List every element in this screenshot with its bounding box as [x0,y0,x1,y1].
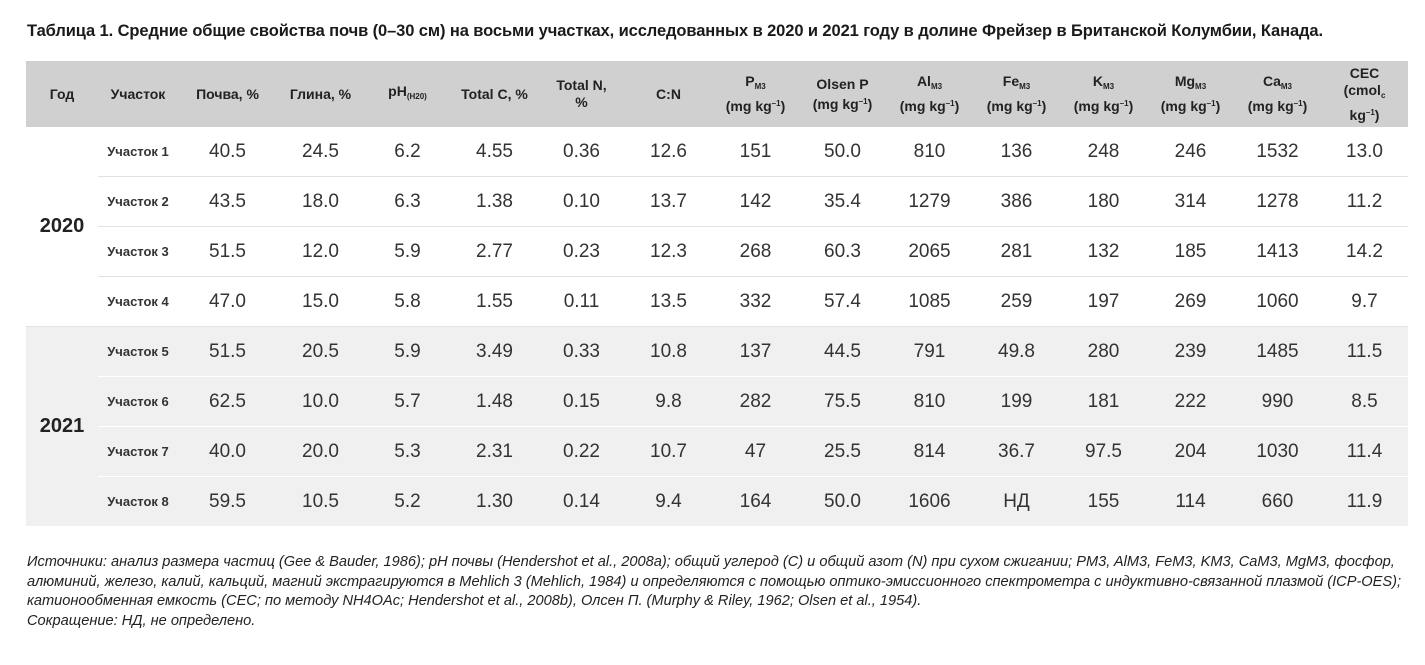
value-cell: 204 [1147,427,1234,477]
table-row [26,227,1408,277]
header-total-c: Total C, % [451,61,538,127]
value-cell: 0.11 [538,277,625,327]
value-cell: 0.23 [538,227,625,277]
value-cell: 281 [973,227,1060,277]
value-cell: 1279 [886,177,973,227]
value-cell: 142 [712,177,799,227]
value-cell: 199 [973,377,1060,427]
value-cell: 280 [1060,327,1147,377]
value-cell: 246 [1147,127,1234,177]
value-cell: 660 [1234,477,1321,527]
value-cell: 60.3 [799,227,886,277]
table-row [26,427,1408,477]
value-cell: 810 [886,377,973,427]
header-row [26,61,1408,127]
value-cell: НД [973,477,1060,527]
value-cell: 13.7 [625,177,712,227]
value-cell: 9.7 [1321,277,1408,327]
value-cell: 50.0 [799,127,886,177]
value-cell: 314 [1147,177,1234,227]
value-cell: 40.0 [178,427,277,477]
value-cell: 151 [712,127,799,177]
value-cell: 9.4 [625,477,712,527]
value-cell: 12.6 [625,127,712,177]
value-cell: 180 [1060,177,1147,227]
value-cell: 1030 [1234,427,1321,477]
value-cell: 5.3 [364,427,451,477]
header-soil: Почва, % [178,61,277,127]
value-cell: 75.5 [799,377,886,427]
value-cell: 0.22 [538,427,625,477]
value-cell: 44.5 [799,327,886,377]
value-cell: 59.5 [178,477,277,527]
site-cell: Участок 4 [98,277,178,327]
site-cell: Участок 8 [98,477,178,527]
value-cell: 10.7 [625,427,712,477]
value-cell: 51.5 [178,227,277,277]
value-cell: 197 [1060,277,1147,327]
value-cell: 12.3 [625,227,712,277]
value-cell: 18.0 [277,177,364,227]
value-cell: 11.2 [1321,177,1408,227]
value-cell: 47.0 [178,277,277,327]
value-cell: 24.5 [277,127,364,177]
value-cell: 10.0 [277,377,364,427]
value-cell: 2065 [886,227,973,277]
value-cell: 332 [712,277,799,327]
value-cell: 57.4 [799,277,886,327]
value-cell: 20.5 [277,327,364,377]
value-cell: 6.2 [364,127,451,177]
value-cell: 1606 [886,477,973,527]
value-cell: 1485 [1234,327,1321,377]
value-cell: 185 [1147,227,1234,277]
value-cell: 50.0 [799,477,886,527]
year-cell: 2020 [26,127,98,327]
value-cell: 1060 [1234,277,1321,327]
value-cell: 5.9 [364,227,451,277]
value-cell: 259 [973,277,1060,327]
header-cn: C:N [625,61,712,127]
value-cell: 386 [973,177,1060,227]
header-p: $P_{M3}$ (mg $kg^{-1}$) [712,61,799,127]
value-cell: 1.38 [451,177,538,227]
value-cell: 0.10 [538,177,625,227]
value-cell: 132 [1060,227,1147,277]
site-cell: Участок 7 [98,427,178,477]
value-cell: 49.8 [973,327,1060,377]
value-cell: 114 [1147,477,1234,527]
value-cell: 239 [1147,327,1234,377]
value-cell: 136 [973,127,1060,177]
header-clay: Глина, % [277,61,364,127]
value-cell: 11.5 [1321,327,1408,377]
value-cell: 20.0 [277,427,364,477]
value-cell: 0.36 [538,127,625,177]
header-ph: $pH_{(H20)}$ [364,61,451,127]
value-cell: 13.0 [1321,127,1408,177]
value-cell: 14.2 [1321,227,1408,277]
value-cell: 1278 [1234,177,1321,227]
header-fe: $Fe_{M3}$ (mg $kg^{-1}$) [973,61,1060,127]
value-cell: 62.5 [178,377,277,427]
table-row [26,127,1408,177]
value-cell: 222 [1147,377,1234,427]
value-cell: 36.7 [973,427,1060,477]
value-cell: 1085 [886,277,973,327]
value-cell: 0.14 [538,477,625,527]
value-cell: 0.33 [538,327,625,377]
value-cell: 8.5 [1321,377,1408,427]
table-row [26,177,1408,227]
value-cell: 9.8 [625,377,712,427]
table-notes [27,553,1407,631]
value-cell: 6.3 [364,177,451,227]
header-total-n: Total N, % [538,61,625,127]
value-cell: 248 [1060,127,1147,177]
site-cell: Участок 3 [98,227,178,277]
value-cell: 10.5 [277,477,364,527]
sources-note: Источники: анализ размера частиц (Gee & Bauder, 1986); pH почвы (Hendershot et al., 2008a); общий углерод (C) и общий азот (N) при сухом сжигании; PM3, AlM3, FeM3, KM3, CaM3, MgM3, фосфор, алюминий, железо, калий, кальций, магний экстрагируются в Mehlich 3 (Mehlich, 1984) и определяются с помощью оптико-эмиссионного спектрометра с индуктивно-связанной плазмой (ICP-OES); катионообменная емкость (CEC; по методу NH4OAc; Hendershot et al., 2008b), Олсен П. (Murphy & Riley, 1962; Olsen et al., 1954). [27,554,1402,609]
value-cell: 40.5 [178,127,277,177]
value-cell: 164 [712,477,799,527]
value-cell: 11.4 [1321,427,1408,477]
value-cell: 97.5 [1060,427,1147,477]
value-cell: 1532 [1234,127,1321,177]
table-row [26,377,1408,427]
value-cell: 13.5 [625,277,712,327]
header-ca: $Ca_{M3}$ (mg $kg^{-1}$) [1234,61,1321,127]
value-cell: 268 [712,227,799,277]
header-site: Участок [98,61,178,127]
value-cell: 5.2 [364,477,451,527]
soil-properties-table [26,61,1408,527]
value-cell: 4.55 [451,127,538,177]
header-cec: CEC (cmol$_c$ $kg^{-1}$) [1321,61,1408,127]
site-cell: Участок 5 [98,327,178,377]
table-title: Таблица 1. Средние общие свойства почв (0–30 см) на восьми участках, исследованных в 2020 и 2021 году в долине Фрейзер в Британской Колумбии, Канада. [27,22,1323,40]
site-cell: Участок 2 [98,177,178,227]
value-cell: 1.48 [451,377,538,427]
year-cell: 2021 [26,327,98,527]
value-cell: 1.55 [451,277,538,327]
value-cell: 814 [886,427,973,477]
value-cell: 810 [886,127,973,177]
value-cell: 43.5 [178,177,277,227]
value-cell: 2.31 [451,427,538,477]
value-cell: 282 [712,377,799,427]
header-k: $K_{M3}$ (mg $kg^{-1}$) [1060,61,1147,127]
header-year: Год [26,61,98,127]
value-cell: 5.8 [364,277,451,327]
header-al: $Al_{M3}$ (mg $kg^{-1}$) [886,61,973,127]
table-row [26,277,1408,327]
value-cell: 0.15 [538,377,625,427]
value-cell: 5.9 [364,327,451,377]
value-cell: 35.4 [799,177,886,227]
header-mg: $Mg_{M3}$ (mg $kg^{-1}$) [1147,61,1234,127]
value-cell: 269 [1147,277,1234,327]
site-cell: Участок 6 [98,377,178,427]
value-cell: 2.77 [451,227,538,277]
value-cell: 5.7 [364,377,451,427]
value-cell: 15.0 [277,277,364,327]
value-cell: 155 [1060,477,1147,527]
table-row [26,327,1408,377]
value-cell: 10.8 [625,327,712,377]
value-cell: 51.5 [178,327,277,377]
value-cell: 990 [1234,377,1321,427]
value-cell: 25.5 [799,427,886,477]
value-cell: 47 [712,427,799,477]
value-cell: 11.9 [1321,477,1408,527]
table-row [26,477,1408,527]
value-cell: 3.49 [451,327,538,377]
value-cell: 1.30 [451,477,538,527]
value-cell: 791 [886,327,973,377]
abbreviation-note: Сокращение: НД, не определено. [27,612,256,629]
value-cell: 1413 [1234,227,1321,277]
header-olsen-p: Olsen P (mg $kg^{-1}$) [799,61,886,127]
site-cell: Участок 1 [98,127,178,177]
value-cell: 181 [1060,377,1147,427]
value-cell: 12.0 [277,227,364,277]
value-cell: 137 [712,327,799,377]
